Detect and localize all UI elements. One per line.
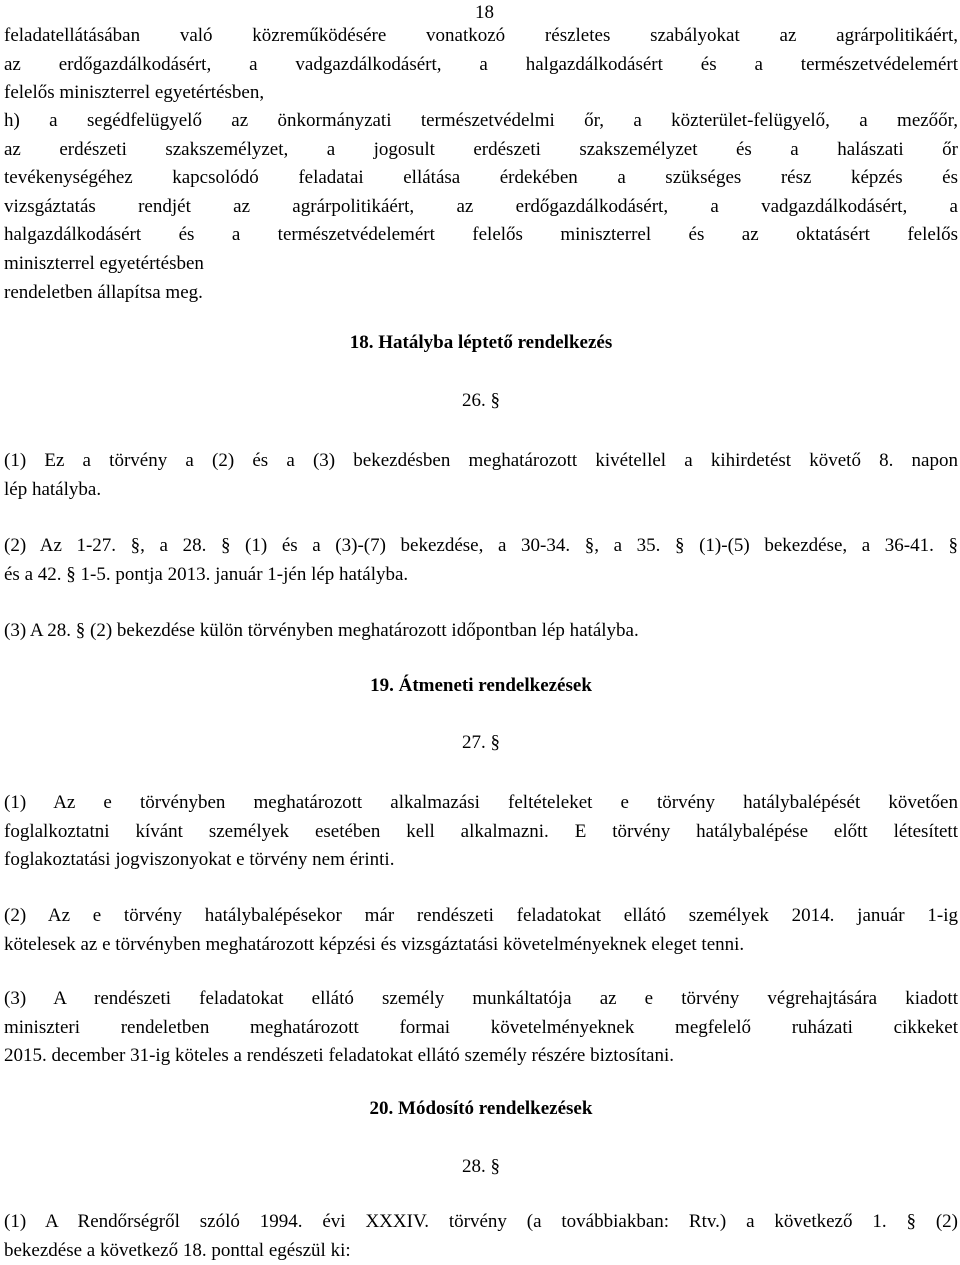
text-line: kötelesek az e törvényben meghatározott képzési és vizsgáztatási követelményeknek eleget tenni. <box>4 933 745 955</box>
paragraph <box>4 447 958 504</box>
text-line: lép hatályba. <box>4 478 102 500</box>
text-line: az erdőgazdálkodásért, a vadgazdálkodásért, a halgazdálkodásért és a természetvédelemért <box>4 53 958 75</box>
text-line: miniszteri rendeletben meghatározott formai követelményeknek megfelelő ruházati cikkeket <box>4 1016 958 1038</box>
section-number: 27. § <box>462 732 500 753</box>
text-line: vizsgáztatás rendjét az agrárpolitikáért, az erdőgazdálkodásért, a vadgazdálkodásért, a <box>4 195 958 217</box>
paragraph <box>4 985 958 1071</box>
list-item-h <box>4 107 958 279</box>
text-line: h) a segédfelügyelő az önkormányzati természetvédelmi őr, a közterület-felügyelő, a mezőőr, <box>4 110 958 131</box>
text-line: halgazdálkodásért és a természetvédelemért felelős miniszterrel és az oktatásért felelős <box>4 224 958 246</box>
chapter-title: 20. Módosító rendelkezések <box>369 1098 593 1119</box>
text-line: (1) Az e törvényben meghatározott alkalmazási feltételeket e törvény hatálybalépését követően <box>4 792 958 813</box>
paragraph <box>4 532 958 589</box>
text-line: feladatellátásában való közreműködésére vonatkozó részletes szabályokat az agrárpolitikáért, <box>4 25 958 46</box>
paragraph <box>4 1208 958 1265</box>
text-line: (2) Az e törvény hatálybalépésekor már rendészeti feladatokat ellátó személyek 2014. január 1-ig <box>4 905 958 926</box>
text-line: (1) Ez a törvény a (2) és a (3) bekezdésben meghatározott kivétellel a kihirdetést követő 8. napon <box>4 450 958 471</box>
text-line: foglalkoztatni kívánt személyek esetében kell alkalmazni. E törvény hatálybalépése előtt létesített <box>4 820 958 842</box>
text-line: (2) Az 1-27. §, a 28. § (1) és a (3)-(7) bekezdése, a 30-34. §, a 35. § (1)-(5) bekezdése, a 36-41. § <box>4 535 958 556</box>
text-line: felelős miniszterrel egyetértésben, <box>4 82 265 104</box>
text-line: 2015. december 31-ig köteles a rendészeti feladatokat ellátó személy részére biztosítani. <box>4 1045 674 1067</box>
page-number: 18 <box>475 2 494 23</box>
section-number: 26. § <box>462 390 500 411</box>
paragraph <box>4 902 958 959</box>
text-line: (3) A rendészeti feladatokat ellátó személy munkáltatója az e törvény végrehajtására kiadott <box>4 988 958 1009</box>
text-line: (1) A Rendőrségről szóló 1994. évi XXXIV. törvény (a továbbiakban: Rtv.) a következő 1. § (2) <box>4 1211 958 1232</box>
text-line: az erdészeti szakszemélyzet, a jogosult erdészeti szakszemélyzet és a halászati őr <box>4 138 958 160</box>
text-line: tevékenységéhez kapcsolódó feladatai ellátása érdekében a szükséges rész képzés és <box>4 167 958 189</box>
paragraph <box>4 789 958 875</box>
closing-line: rendeletben állapítsa meg. <box>4 282 203 303</box>
intro-paragraph <box>4 22 958 108</box>
text-line: bekezdése a következő 18. ponttal egészül ki: <box>4 1239 351 1261</box>
text-line: miniszterrel egyetértésben <box>4 252 204 274</box>
text-line: foglakoztatási jogviszonyokat e törvény nem érinti. <box>4 849 395 871</box>
text-line: és a 42. § 1-5. pontja 2013. január 1-jén lép hatályba. <box>4 563 409 585</box>
chapter-title: 18. Hatályba léptető rendelkezés <box>349 332 613 353</box>
chapter-title: 19. Átmeneti rendelkezések <box>370 675 592 696</box>
paragraph: (3) A 28. § (2) bekezdése külön törvényben meghatározott időpontban lép hatályba. <box>4 620 639 641</box>
section-number: 28. § <box>462 1156 500 1177</box>
